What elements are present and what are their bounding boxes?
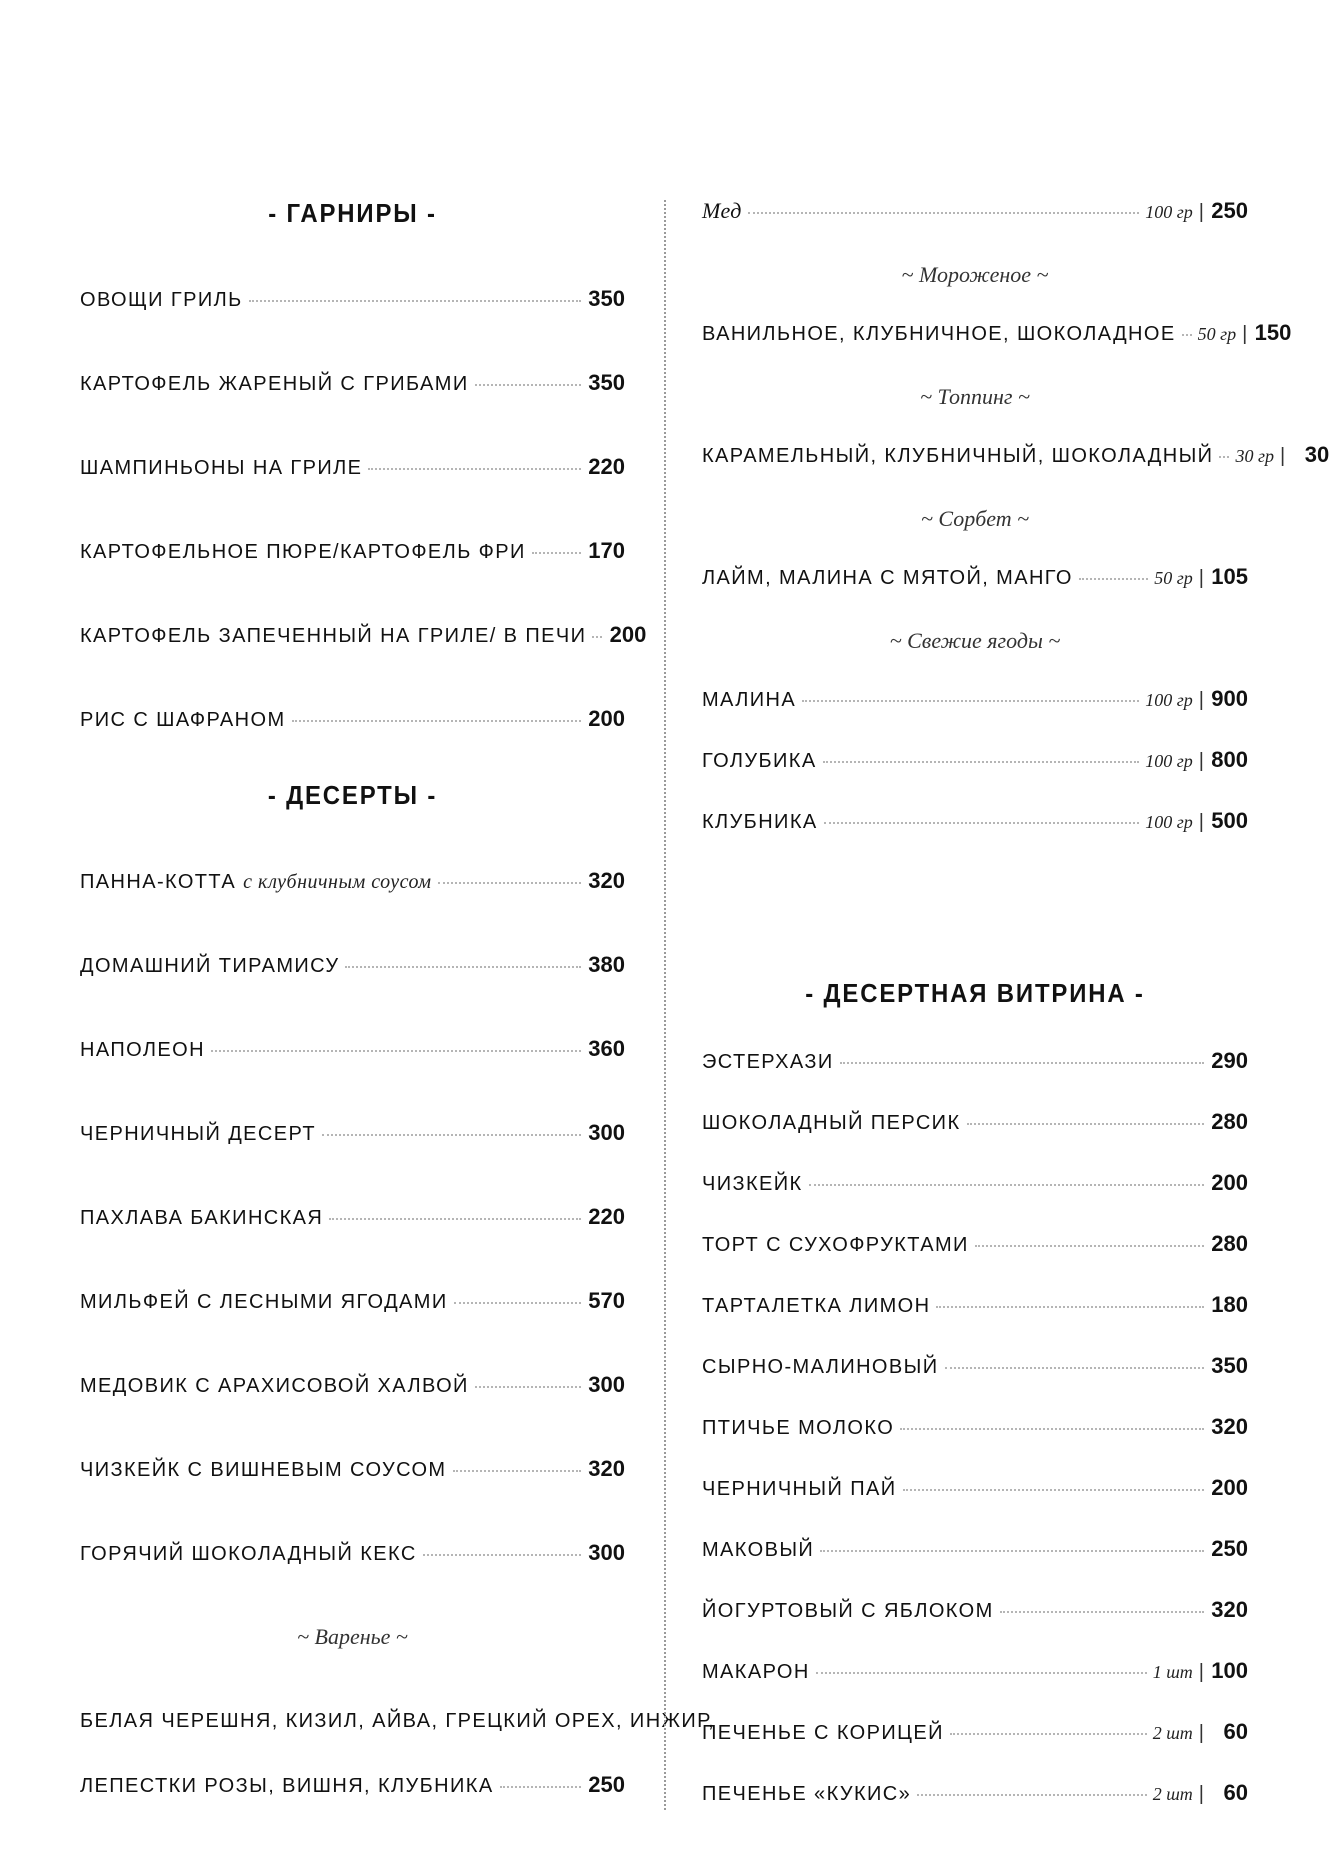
menu-item <box>702 1475 1248 1505</box>
menu-item <box>80 1540 625 1570</box>
dot-leader <box>1000 1611 1204 1613</box>
item-name <box>80 871 432 894</box>
item-price: 250 <box>588 1772 625 1797</box>
dot-leader <box>475 384 581 386</box>
dot-leader <box>802 700 1139 702</box>
item-price: 30 <box>1304 442 1329 467</box>
menu-item <box>80 952 625 982</box>
item-price: 200 <box>1211 1170 1248 1195</box>
item-name: ЙОГУРТОВЫЙ С ЯБЛОКОМ <box>702 1600 994 1622</box>
item-price: 300 <box>588 1540 625 1565</box>
item-price: 350 <box>588 370 625 395</box>
item-name: МАЛИНА <box>702 689 797 711</box>
separator: | <box>1198 201 1204 223</box>
item-price: 320 <box>588 1456 625 1481</box>
item-name: ПЕЧЕНЬЕ «КУКИС» <box>702 1783 912 1805</box>
item-price: 105 <box>1211 564 1248 589</box>
item-name: ГОЛУБИКА <box>702 750 817 772</box>
dot-leader <box>820 1550 1204 1552</box>
dot-leader <box>1182 334 1192 336</box>
menu-item <box>702 1414 1248 1444</box>
dot-leader <box>592 636 602 638</box>
item-price: 60 <box>1223 1719 1248 1744</box>
dot-leader <box>532 552 581 554</box>
item-name: ТАРТАЛЕТКА ЛИМОН <box>702 1295 931 1317</box>
item-name: КАРТОФЕЛЬНОЕ ПЮРЕ/КАРТОФЕЛЬ ФРИ <box>80 541 526 563</box>
item-name: ЧИЗКЕЙК <box>702 1173 803 1195</box>
menu-item <box>702 808 1248 838</box>
item-price: 220 <box>588 454 625 479</box>
column-divider <box>664 200 666 1810</box>
dot-leader <box>975 1245 1204 1247</box>
item-price: 350 <box>588 286 625 311</box>
dot-leader <box>936 1306 1204 1308</box>
menu-item <box>702 747 1248 777</box>
item-name: СЫРНО-МАЛИНОВЫЙ <box>702 1356 939 1378</box>
item-price: 100 <box>1211 1658 1248 1683</box>
menu-item <box>80 1372 625 1402</box>
item-price: 290 <box>1211 1048 1248 1073</box>
menu-item <box>702 686 1248 716</box>
menu-item <box>80 1456 625 1486</box>
item-price: 500 <box>1211 808 1248 833</box>
section-title-garnish: - ГАРНИРЫ - <box>268 198 437 228</box>
item-name: Мед <box>702 198 742 223</box>
item-price: 60 <box>1223 1780 1248 1805</box>
item-weight: 100 гр <box>1145 202 1193 222</box>
item-price: 300 <box>588 1372 625 1397</box>
item-weight: 30 гр <box>1235 446 1274 466</box>
menu-item <box>702 442 1329 472</box>
dot-leader <box>1079 578 1148 580</box>
dot-leader <box>824 822 1140 824</box>
menu-item <box>80 370 625 400</box>
menu-item <box>702 1536 1248 1566</box>
menu-item <box>80 1120 625 1150</box>
menu-item <box>80 1036 625 1066</box>
dot-leader <box>945 1367 1204 1369</box>
item-weight: 2 шт <box>1152 1784 1193 1804</box>
subsection-title-sorbet: ~ Сорбет ~ <box>920 506 1030 531</box>
dot-leader <box>329 1218 581 1220</box>
menu-item <box>702 1353 1248 1383</box>
menu-item <box>80 1204 625 1234</box>
item-price: 350 <box>1211 1353 1248 1378</box>
item-weight: 2 шт <box>1152 1723 1193 1743</box>
item-name: РИС С ШАФРАНОМ <box>80 709 286 731</box>
menu-item <box>702 198 1248 228</box>
item-name: МИЛЬФЕЙ С ЛЕСНЫМИ ЯГОДАМИ <box>80 1291 448 1313</box>
dot-leader <box>950 1733 1147 1735</box>
menu-item <box>80 454 625 484</box>
item-name: ОВОЩИ ГРИЛЬ <box>80 289 243 311</box>
item-name: ШОКОЛАДНЫЙ ПЕРСИК <box>702 1112 961 1134</box>
item-weight: 100 гр <box>1145 751 1193 771</box>
item-name: МАКОВЫЙ <box>702 1539 815 1561</box>
menu-item <box>702 1719 1248 1749</box>
item-name: ДОМАШНИЙ ТИРАМИСУ <box>80 955 340 977</box>
item-name: ПАХЛАВА БАКИНСКАЯ <box>80 1207 324 1229</box>
item-name: ПЕЧЕНЬЕ С КОРИЦЕЙ <box>702 1722 944 1744</box>
menu-item <box>80 286 625 316</box>
menu-item <box>702 320 1292 350</box>
item-name: ПТИЧЬЕ МОЛОКО <box>702 1417 895 1439</box>
item-name: МЕДОВИК С АРАХИСОВОЙ ХАЛВОЙ <box>80 1375 469 1397</box>
dot-leader <box>900 1428 1204 1430</box>
item-name: КАРАМЕЛЬНЫЙ, КЛУБНИЧНЫЙ, ШОКОЛАДНЫЙ <box>702 445 1214 467</box>
item-price: 320 <box>588 868 625 893</box>
item-name: ЛАЙМ, МАЛИНА С МЯТОЙ, МАНГО <box>702 567 1073 589</box>
menu-item <box>702 1170 1248 1200</box>
menu-item <box>80 706 625 736</box>
item-price: 380 <box>588 952 625 977</box>
item-price: 320 <box>1211 1414 1248 1439</box>
dot-leader <box>967 1123 1205 1125</box>
item-price: 200 <box>1211 1475 1248 1500</box>
dot-leader <box>211 1050 581 1052</box>
item-price: 320 <box>1211 1597 1248 1622</box>
section-title-showcase: - ДЕСЕРТНАЯ ВИТРИНА - <box>805 978 1145 1008</box>
item-note: с клубничным соусом <box>243 871 432 893</box>
dot-leader <box>840 1062 1204 1064</box>
menu-item <box>702 1597 1248 1627</box>
separator: | <box>1198 750 1204 772</box>
subsection-title-berries: ~ Свежие ягоды ~ <box>889 628 1061 653</box>
dot-leader <box>809 1184 1204 1186</box>
menu-item <box>702 1048 1248 1078</box>
item-name: ЛЕПЕСТКИ РОЗЫ, ВИШНЯ, КЛУБНИКА <box>80 1775 494 1797</box>
menu-item <box>80 1288 625 1318</box>
item-weight: 100 гр <box>1145 690 1193 710</box>
dot-leader <box>475 1386 581 1388</box>
dot-leader <box>903 1489 1204 1491</box>
dot-leader <box>500 1786 581 1788</box>
dot-leader <box>292 720 581 722</box>
item-name: ЧИЗКЕЙК С ВИШНЕВЫМ СОУСОМ <box>80 1459 447 1481</box>
separator: | <box>1198 811 1204 833</box>
dot-leader <box>322 1134 581 1136</box>
item-weight: 50 гр <box>1197 324 1237 344</box>
item-name: ГОРЯЧИЙ ШОКОЛАДНЫЙ КЕКС <box>80 1543 417 1565</box>
item-price: 170 <box>588 538 625 563</box>
menu-item <box>702 564 1248 594</box>
item-price: 250 <box>1211 1536 1248 1561</box>
menu-item <box>80 622 647 652</box>
item-price: 800 <box>1211 747 1248 772</box>
dot-leader <box>917 1794 1147 1796</box>
item-price: 570 <box>588 1288 625 1313</box>
menu-item <box>702 1292 1248 1322</box>
item-name: НАПОЛЕОН <box>80 1039 205 1061</box>
item-name: КЛУБНИКА <box>702 811 818 833</box>
item-price: 200 <box>609 622 647 647</box>
separator: | <box>1242 323 1248 345</box>
dot-leader <box>249 300 581 302</box>
dot-leader <box>816 1672 1147 1674</box>
item-price: 200 <box>588 706 625 731</box>
menu-item <box>80 1772 625 1802</box>
item-price: 280 <box>1211 1109 1248 1134</box>
item-price: 280 <box>1211 1231 1248 1256</box>
item-name: ТОРТ С СУХОФРУКТАМИ <box>702 1234 969 1256</box>
item-name: ВАНИЛЬНОЕ, КЛУБНИЧНОЕ, ШОКОЛАДНОЕ <box>702 323 1176 345</box>
item-name-text: ПАННА-КОТТА <box>80 871 237 893</box>
item-price: 250 <box>1211 198 1248 223</box>
separator: | <box>1198 1722 1204 1744</box>
separator: | <box>1198 1661 1204 1683</box>
item-name: ШАМПИНЬОНЫ НА ГРИЛЕ <box>80 457 363 479</box>
subsection-title-jam: ~ Варенье ~ <box>297 1624 408 1649</box>
dot-leader <box>453 1470 582 1472</box>
subsection-title-topping: ~ Топпинг ~ <box>920 384 1030 409</box>
jam-list-line: БЕЛАЯ ЧЕРЕШНЯ, КИЗИЛ, АЙВА, ГРЕЦКИЙ ОРЕХ, ИНЖИР, <box>80 1710 716 1732</box>
dot-leader <box>423 1554 581 1556</box>
item-name: ЭСТЕРХАЗИ <box>702 1051 834 1073</box>
dot-leader <box>368 468 581 470</box>
item-name: КАРТОФЕЛЬ ЗАПЕЧЕННЫЙ НА ГРИЛЕ/ В ПЕЧИ <box>80 625 587 647</box>
item-price: 150 <box>1254 320 1292 345</box>
dot-leader <box>454 1302 581 1304</box>
item-price: 180 <box>1211 1292 1248 1317</box>
separator: | <box>1198 1783 1204 1805</box>
dot-leader <box>438 882 581 884</box>
item-price: 300 <box>588 1120 625 1145</box>
dot-leader <box>748 212 1139 214</box>
item-name: КАРТОФЕЛЬ ЖАРЕНЫЙ С ГРИБАМИ <box>80 373 469 395</box>
dot-leader <box>1219 456 1229 458</box>
item-price: 900 <box>1211 686 1248 711</box>
item-price: 220 <box>588 1204 625 1229</box>
dot-leader <box>345 966 581 968</box>
separator: | <box>1279 445 1286 467</box>
item-name: ЧЕРНИЧНЫЙ ДЕСЕРТ <box>80 1123 316 1145</box>
item-name: ЧЕРНИЧНЫЙ ПАЙ <box>702 1478 897 1500</box>
separator: | <box>1198 567 1204 589</box>
subsection-title-icecream: ~ Мороженое ~ <box>901 262 1049 287</box>
section-title-desserts: - ДЕСЕРТЫ - <box>267 780 438 810</box>
item-price: 360 <box>588 1036 625 1061</box>
menu-item <box>702 1231 1248 1261</box>
item-weight: 1 шт <box>1152 1662 1193 1682</box>
menu-item <box>80 868 625 898</box>
item-name: МАКАРОН <box>702 1661 810 1683</box>
menu-item <box>702 1109 1248 1139</box>
item-weight: 100 гр <box>1145 812 1193 832</box>
separator: | <box>1198 689 1204 711</box>
menu-item <box>702 1658 1248 1688</box>
menu-item <box>80 538 625 568</box>
item-weight: 50 гр <box>1154 568 1193 588</box>
menu-item <box>702 1780 1248 1810</box>
dot-leader <box>823 761 1140 763</box>
